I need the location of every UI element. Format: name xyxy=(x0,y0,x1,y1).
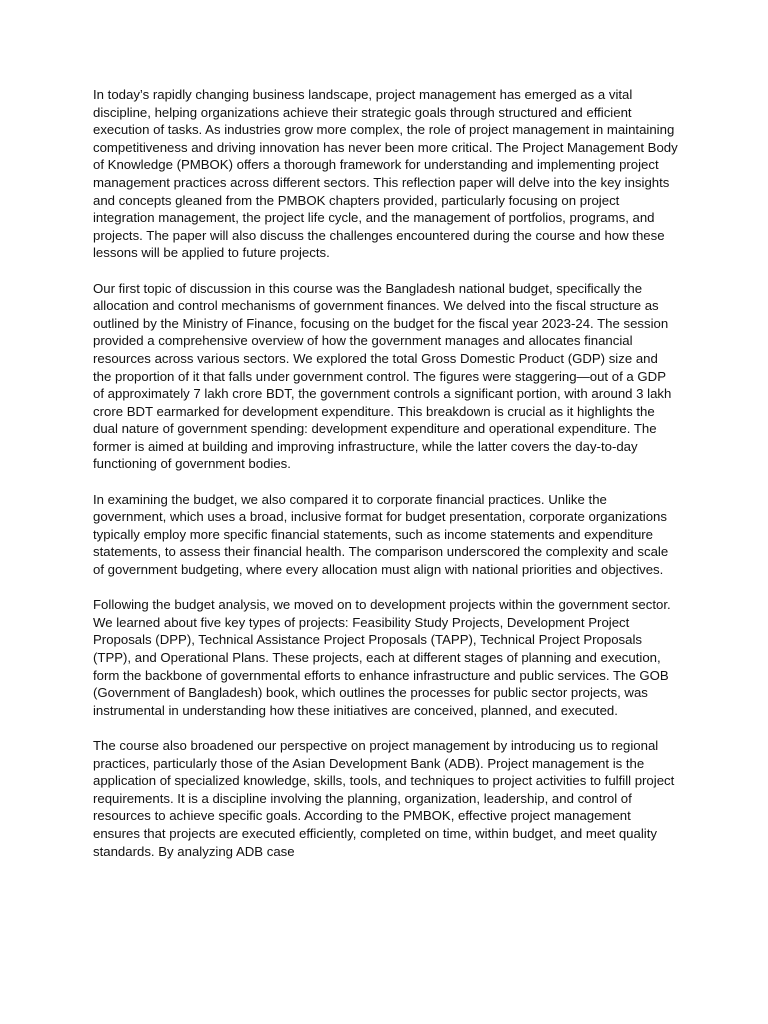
paragraph-introduction: In today’s rapidly changing business landscape, project management has emerged as a vital discipline, helping organizations achieve their strategic goals through structured and efficient execution of tasks. As industries grow more complex, the role of project management in maintaining competitiveness and driving innovation has never been more critical. The Project Management Body of Knowledge (PMBOK) offers a thorough framework for understanding and implementing project management practices across different sectors. This reflection paper will delve into the key insights and concepts gleaned from the PMBOK chapters provided, particularly focusing on project integration management, the project life cycle, and the management of portfolios, programs, and projects. The paper will also discuss the challenges encountered during the course and how these lessons will be applied to future projects. xyxy=(93,87,678,261)
paragraph-national-budget: Our first topic of discussion in this course was the Bangladesh national budget, specifically the allocation and control mechanisms of government finances. We delved into the fiscal structure as outlined by the Ministry of Finance, focusing on the budget for the fiscal year 2023-24. The session provided a comprehensive overview of how the government manages and allocates financial resources across various sectors. We explored the total Gross Domestic Product (GDP) size and the proportion of it that falls under government control. The figures were staggering—out of a GDP of approximately 7 lakh crore BDT, the government controls a significant portion, with around 3 lakh crore BDT earmarked for development expenditure. This breakdown is crucial as it highlights the dual nature of government spending: development expenditure and operational expenditure. The former is aimed at building and improving infrastructure, while the latter covers the day-to-day functioning of government bodies. xyxy=(93,280,672,472)
paragraph-development-projects: Following the budget analysis, we moved on to development projects within the government sector. We learned about five key types of projects: Feasibility Study Projects, Development Project Proposals (DPP), Technical Assistance Project Proposals (TAPP), Technical Project Proposals (TPP), and Operational Plans. These projects, each at different stages of planning and execution, form the backbone of governmental efforts to enhance infrastructure and public services. The GOB (Government of Bangladesh) book, which outlines the processes for public sector projects, was instrumental in understanding how these initiatives are conceived, planned, and executed. xyxy=(93,597,671,718)
paragraph-regional-practices: The course also broadened our perspective on project management by introducing us to regional practices, particularly those of the Asian Development Bank (ADB). Project management is the application of specialized knowledge, skills, tools, and techniques to project activities to fulfill project requirements. It is a discipline involving the planning, organization, leadership, and control of resources to achieve specific goals. According to the PMBOK, effective project management ensures that projects are executed efficiently, completed on time, within budget, and meet quality standards. By analyzing ADB case xyxy=(93,737,675,859)
document-body xyxy=(93,86,678,878)
paragraph-corporate-comparison: In examining the budget, we also compared it to corporate financial practices. Unlike the government, which uses a broad, inclusive format for budget presentation, corporate organizations typically employ more specific financial statements, such as income statements and expenditure statements, to assess their financial health. The comparison underscored the complexity and scale of government budgeting, where every allocation must align with national priorities and objectives. xyxy=(93,491,669,578)
